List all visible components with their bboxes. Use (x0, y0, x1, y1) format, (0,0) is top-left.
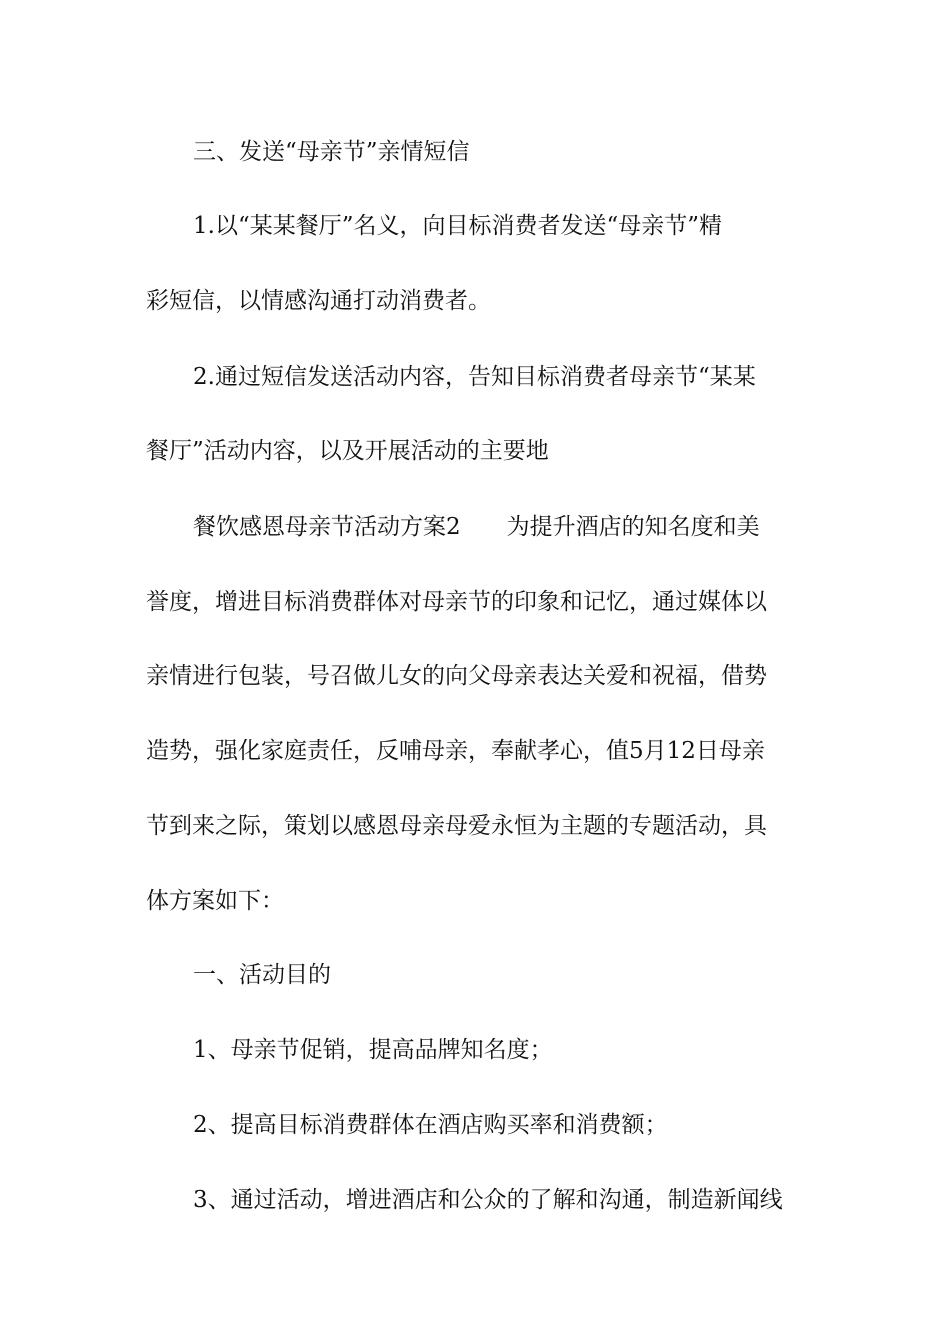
list-item: 3、通过活动，增进酒店和公众的了解和沟通，制造新闻线 (193, 1187, 783, 1213)
paragraph-line: 餐厅”活动内容，以及开展活动的主要地 (146, 438, 549, 464)
paragraph-line: 誉度，增进目标消费群体对母亲节的印象和记忆，通过媒体以 (146, 589, 767, 615)
paragraph-line: 彩短信，以情感沟通打动消费者。 (146, 288, 491, 314)
paragraph-line: 1.以“某某餐厅”名义，向目标消费者发送“母亲节”精 (193, 213, 722, 239)
paragraph-line: 亲情进行包装，号召做儿女的向父母亲表达关爱和祝福，借势 (146, 663, 767, 689)
list-item: 2、提高目标消费群体在酒店购买率和消费额； (193, 1112, 668, 1138)
paragraph-text: 为提升酒店的知名度和美 (506, 514, 760, 540)
paragraph-line: 造势，强化家庭责任，反哺母亲，奉献孝心，值5月12日母亲 (146, 738, 765, 764)
section-heading-1: 一、活动目的 (193, 962, 331, 988)
list-item: 1、母亲节促销，提高品牌知名度； (193, 1037, 553, 1063)
paragraph-line: 节到来之际，策划以感恩母亲母爱永恒为主题的专题活动，具 (146, 813, 767, 839)
paragraph-line: 2.通过短信发送活动内容，告知目标消费者母亲节“某某 (193, 364, 756, 390)
paragraph-line (193, 512, 760, 542)
paragraph-line: 体方案如下： (146, 888, 284, 914)
document-title: 餐饮感恩母亲节活动方案2 (193, 514, 461, 540)
section-heading-3: 三、发送“母亲节”亲情短信 (193, 139, 470, 165)
